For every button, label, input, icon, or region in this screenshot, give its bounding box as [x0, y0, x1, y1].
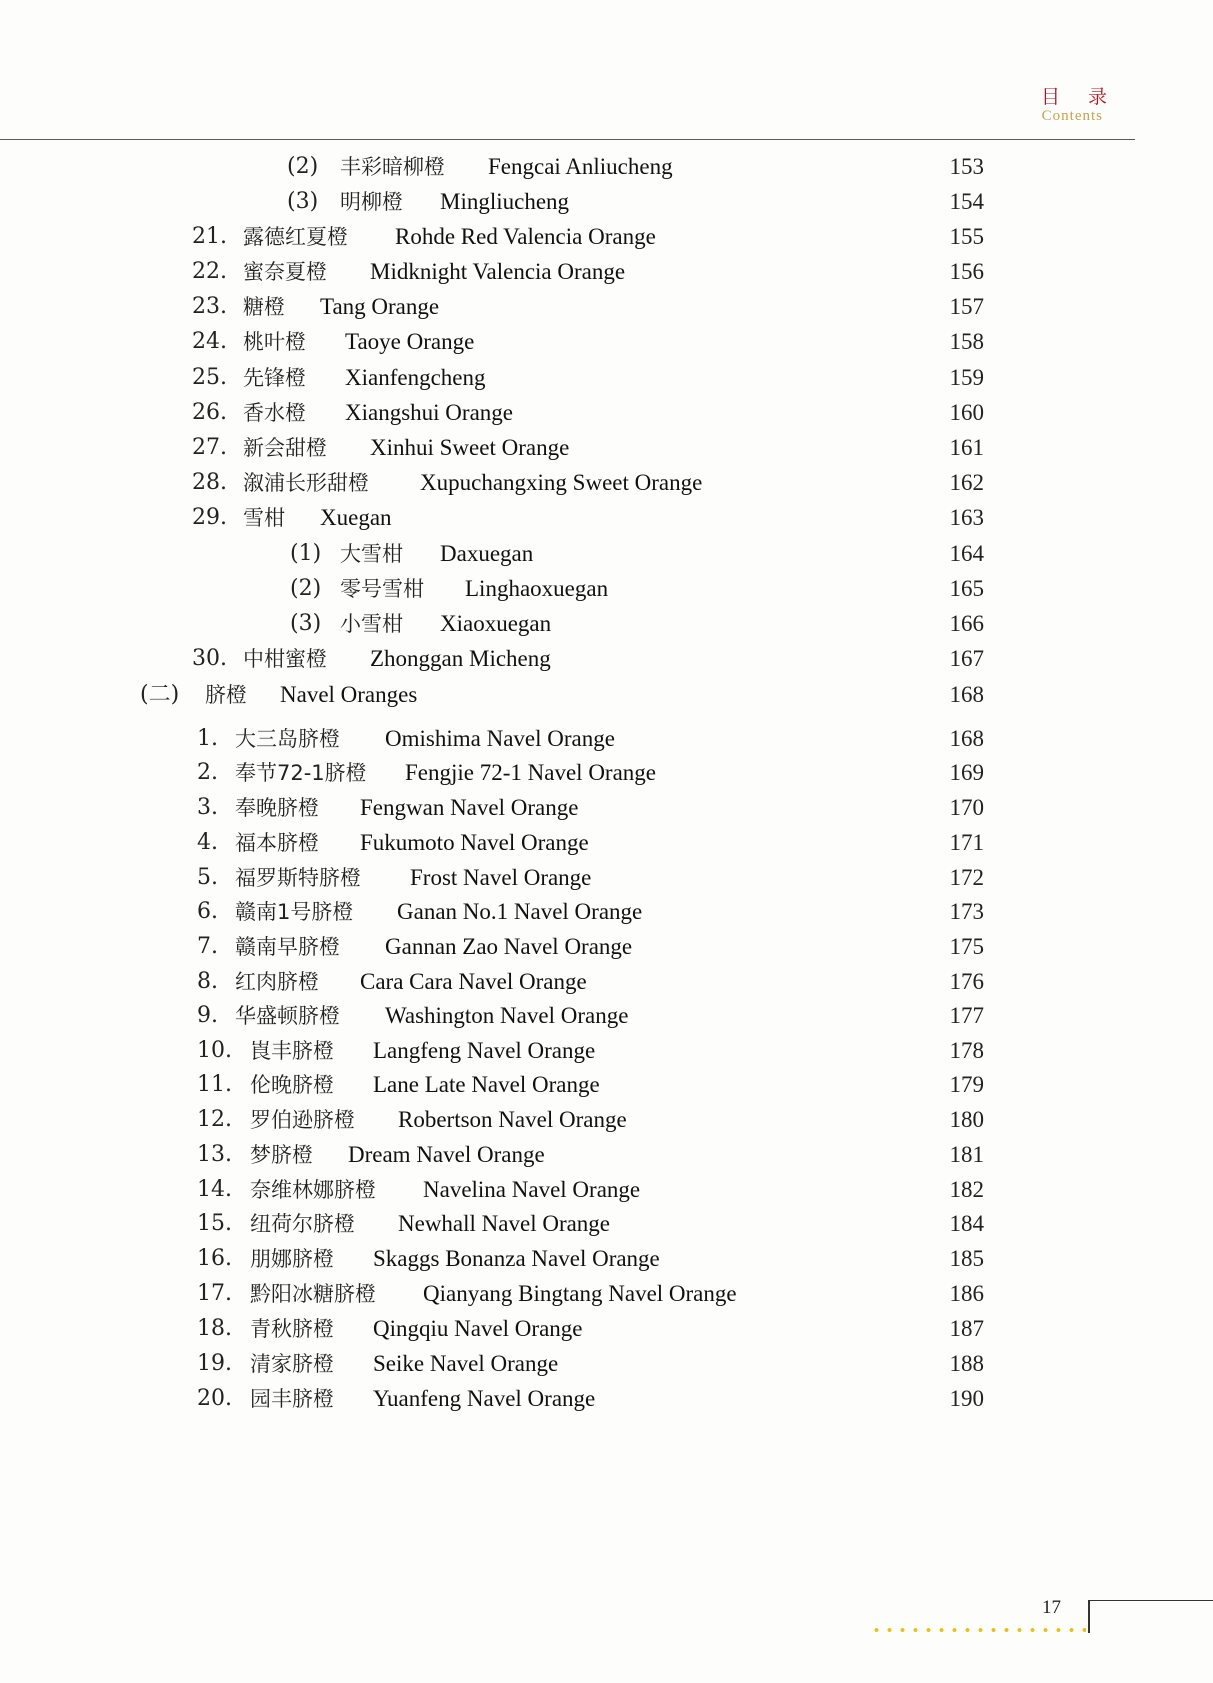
entry-title-cn: 露德红夏橙: [243, 225, 348, 249]
entry-title-cn: 中柑蜜橙: [243, 647, 327, 671]
entry-title-en: Navel Oranges: [280, 682, 418, 707]
entry-page: 169: [949, 760, 984, 785]
entry-title-cn: 罗伯逊脐橙: [250, 1108, 355, 1132]
entry-page: 170: [949, 795, 984, 820]
toc-entry: [0, 501, 1213, 535]
entry-title-cn: 蜜奈夏橙: [243, 260, 327, 284]
footer-corner-bar: [1088, 1600, 1213, 1633]
entry-title-en: Seike Navel Orange: [373, 1351, 559, 1376]
toc-entry: [0, 1382, 1213, 1416]
toc-entry: [0, 756, 1213, 790]
toc-entry: [0, 361, 1213, 395]
toc-entry: [0, 1034, 1213, 1068]
entry-page: 154: [949, 189, 984, 214]
entry-title-cn: 香水橙: [243, 401, 306, 425]
entry-title-en: Lane Late Navel Orange: [373, 1072, 600, 1097]
entry-page: 160: [949, 400, 984, 425]
entry-title-cn: 零号雪柑: [340, 577, 424, 601]
toc-entry: [0, 1277, 1213, 1311]
entry-number: (2): [290, 576, 322, 601]
entry-page: 157: [949, 294, 984, 319]
entry-title-cn: 清家脐橙: [250, 1352, 334, 1376]
entry-page: 182: [949, 1177, 984, 1202]
entry-title-en: Xianfengcheng: [345, 365, 486, 390]
toc-entry: [0, 290, 1213, 324]
entry-title-en: Dream Navel Orange: [348, 1142, 545, 1167]
entry-title-en: Langfeng Navel Orange: [373, 1038, 596, 1063]
entry-title-en: Washington Navel Orange: [385, 1003, 629, 1028]
entry-page: 180: [949, 1107, 984, 1132]
header-rule: [0, 139, 1135, 140]
entry-page: 181: [949, 1142, 984, 1167]
entry-page: 190: [949, 1386, 984, 1411]
entry-page: 164: [949, 541, 984, 566]
entry-title-cn: 奈维林娜脐橙: [250, 1178, 376, 1202]
entry-title-en: Midknight Valencia Orange: [370, 259, 626, 284]
entry-title-en: Yuanfeng Navel Orange: [373, 1386, 596, 1411]
entry-page: 176: [949, 969, 984, 994]
entry-page: 159: [949, 365, 984, 390]
toc-entry: [0, 1138, 1213, 1172]
entry-title-cn: 伦晚脐橙: [250, 1073, 334, 1097]
entry-number: 11.: [197, 1072, 232, 1097]
entry-number: 17.: [197, 1281, 232, 1306]
toc-entry: [0, 607, 1213, 641]
entry-title-en: Navelina Navel Orange: [423, 1177, 641, 1202]
entry-title-cn: 朋娜脐橙: [250, 1247, 334, 1271]
entry-title-cn: 园丰脐橙: [250, 1387, 334, 1411]
entry-number: 3.: [197, 795, 218, 820]
entry-title-cn: 明柳橙: [340, 190, 403, 214]
toc-entry: [0, 1347, 1213, 1381]
toc-entry: [0, 396, 1213, 430]
toc-entry: [0, 220, 1213, 254]
entry-title-en: Mingliucheng: [440, 189, 570, 214]
entry-page: 186: [949, 1281, 984, 1306]
entry-number: 26.: [192, 400, 227, 425]
toc-entry: [0, 642, 1213, 676]
entry-page: 167: [949, 646, 984, 671]
toc-entry: [0, 861, 1213, 895]
toc-entry: [0, 826, 1213, 860]
entry-title-cn: 梦脐橙: [250, 1143, 313, 1167]
entry-title-en: Xiaoxuegan: [440, 611, 552, 636]
entry-title-en: Xupuchangxing Sweet Orange: [420, 470, 703, 495]
entry-title-cn: 溆浦长形甜橙: [243, 471, 369, 495]
entry-title-cn: 福罗斯特脐橙: [235, 866, 361, 890]
entry-page: 165: [949, 576, 984, 601]
toc-entry: [0, 999, 1213, 1033]
entry-title-cn: 大雪柑: [340, 542, 403, 566]
entry-page: 168: [949, 726, 984, 751]
toc-entry: [0, 895, 1213, 929]
entry-number: 12.: [197, 1107, 232, 1132]
entry-title-cn: 赣南早脐橙: [235, 935, 340, 959]
entry-title-en: Fengwan Navel Orange: [360, 795, 579, 820]
entry-title-cn: 桃叶橙: [243, 330, 306, 354]
entry-number: 4.: [197, 830, 218, 855]
entry-page: 178: [949, 1038, 984, 1063]
toc-entry: [0, 1103, 1213, 1137]
entry-number: 15.: [197, 1211, 232, 1236]
entry-title-en: Fengcai Anliucheng: [488, 154, 673, 179]
entry-page: 161: [949, 435, 984, 460]
entry-title-en: Xinhui Sweet Orange: [370, 435, 570, 460]
toc-entry: [0, 255, 1213, 289]
entry-title-en: Gannan Zao Navel Orange: [385, 934, 633, 959]
entry-page: 175: [949, 934, 984, 959]
entry-number: 1.: [197, 726, 218, 751]
entry-title-en: Fengjie 72-1 Navel Orange: [405, 760, 657, 785]
entry-title-cn: 红肉脐橙: [235, 970, 319, 994]
toc-entry: [0, 150, 1213, 184]
entry-number: 23.: [192, 294, 227, 319]
entry-title-en: Cara Cara Navel Orange: [360, 969, 587, 994]
toc-entry: [0, 791, 1213, 825]
entry-number: (2): [287, 154, 319, 179]
entry-title-cn: 赣南1号脐橙: [235, 900, 354, 924]
entry-title-cn: 丰彩暗柳橙: [340, 155, 445, 179]
entry-title-cn: 福本脐橙: [235, 831, 319, 855]
page-number: 17: [1042, 1597, 1061, 1618]
entry-title-en: Frost Navel Orange: [410, 865, 592, 890]
entry-page: 171: [949, 830, 984, 855]
entry-title-cn: 青秋脐橙: [250, 1317, 334, 1341]
toc-entry: [0, 572, 1213, 606]
toc-entry: [0, 1242, 1213, 1276]
entry-number: 10.: [197, 1038, 232, 1063]
entry-title-cn: 先锋橙: [243, 366, 306, 390]
entry-page: 172: [949, 865, 984, 890]
entry-number: 7.: [197, 934, 218, 959]
entry-title-en: Tang Orange: [320, 294, 440, 319]
toc-entry: [0, 678, 1213, 712]
toc-entry: [0, 431, 1213, 465]
entry-title-cn: 纽荷尔脐橙: [250, 1212, 355, 1236]
entry-title-cn: 崀丰脐橙: [250, 1039, 334, 1063]
entry-number: 14.: [197, 1177, 232, 1202]
entry-title-cn: 大三岛脐橙: [235, 727, 340, 751]
entry-title-cn: 糖橙: [243, 295, 285, 319]
entry-page: 187: [949, 1316, 984, 1341]
entry-number: (3): [290, 611, 322, 636]
entry-title-en: Qingqiu Navel Orange: [373, 1316, 583, 1341]
entry-title-en: Daxuegan: [440, 541, 534, 566]
entry-title-cn: 脐橙: [205, 683, 247, 707]
entry-page: 173: [949, 899, 984, 924]
entry-title-en: Rohde Red Valencia Orange: [395, 224, 656, 249]
entry-number: 16.: [197, 1246, 232, 1271]
toc-entry: [0, 965, 1213, 999]
entry-number: 8.: [197, 969, 218, 994]
entry-number: 2.: [197, 760, 218, 785]
entry-page: 179: [949, 1072, 984, 1097]
entry-page: 153: [949, 154, 984, 179]
entry-page: 184: [949, 1211, 984, 1236]
entry-number: 25.: [192, 365, 227, 390]
toc-entry: [0, 722, 1213, 756]
entry-page: 163: [949, 505, 984, 530]
toc-entry: [0, 537, 1213, 571]
entry-title-en: Xiangshui Orange: [345, 400, 513, 425]
entry-title-cn: 奉晚脐橙: [235, 796, 319, 820]
entry-number: 13.: [197, 1142, 232, 1167]
entry-number: 9.: [197, 1003, 218, 1028]
entry-number: 5.: [197, 865, 218, 890]
toc-entry: [0, 466, 1213, 500]
entry-page: 185: [949, 1246, 984, 1271]
entry-number: 29.: [192, 505, 227, 530]
entry-page: 177: [949, 1003, 984, 1028]
entry-number: (1): [290, 541, 322, 566]
entry-number: (3): [287, 189, 319, 214]
entry-title-en: Xuegan: [320, 505, 392, 530]
entry-page: 168: [949, 682, 984, 707]
entry-number: 20.: [197, 1386, 232, 1411]
entry-title-en: Zhonggan Micheng: [370, 646, 551, 671]
toc-entry: [0, 1312, 1213, 1346]
entry-number: 19.: [197, 1351, 232, 1376]
entry-number: 30.: [192, 646, 227, 671]
entry-page: 156: [949, 259, 984, 284]
entry-title-en: Qianyang Bingtang Navel Orange: [423, 1281, 737, 1306]
toc-entry: [0, 1173, 1213, 1207]
entry-page: 162: [949, 470, 984, 495]
header-title-en: Contents: [1041, 108, 1103, 124]
entry-title-cn: 黔阳冰糖脐橙: [250, 1282, 376, 1306]
entry-title-en: Fukumoto Navel Orange: [360, 830, 589, 855]
entry-title-cn: 新会甜橙: [243, 436, 327, 460]
entry-page: 158: [949, 329, 984, 354]
entry-title-en: Taoye Orange: [345, 329, 475, 354]
entry-number: 18.: [197, 1316, 232, 1341]
entry-page: 166: [949, 611, 984, 636]
entry-title-cn: 雪柑: [243, 506, 285, 530]
entry-title-cn: 奉节72-1脐橙: [235, 761, 367, 785]
entry-number: 28.: [192, 470, 227, 495]
entry-title-en: Robertson Navel Orange: [398, 1107, 627, 1132]
entry-page: 155: [949, 224, 984, 249]
toc-entry: [0, 1068, 1213, 1102]
entry-title-en: Linghaoxuegan: [465, 576, 609, 601]
entry-title-en: Newhall Navel Orange: [398, 1211, 611, 1236]
entry-number: 27.: [192, 435, 227, 460]
toc-entry: [0, 1207, 1213, 1241]
entry-title-cn: 华盛顿脐橙: [235, 1004, 340, 1028]
entry-title-cn: 小雪柑: [340, 612, 403, 636]
entry-title-en: Skaggs Bonanza Navel Orange: [373, 1246, 660, 1271]
toc-entry: [0, 325, 1213, 359]
entry-title-en: Ganan No.1 Navel Orange: [397, 899, 643, 924]
entry-number: 21.: [192, 224, 227, 249]
entry-page: 188: [949, 1351, 984, 1376]
entry-title-en: Omishima Navel Orange: [385, 726, 615, 751]
entry-number: 6.: [197, 899, 218, 924]
entry-number: 22.: [192, 259, 227, 284]
header-title-cn: 目录: [1040, 86, 1135, 108]
entry-number: (二): [140, 682, 180, 707]
toc-entry: [0, 185, 1213, 219]
footer-dot-rule: [870, 1627, 1086, 1633]
toc-entry: [0, 930, 1213, 964]
entry-number: 24.: [192, 329, 227, 354]
